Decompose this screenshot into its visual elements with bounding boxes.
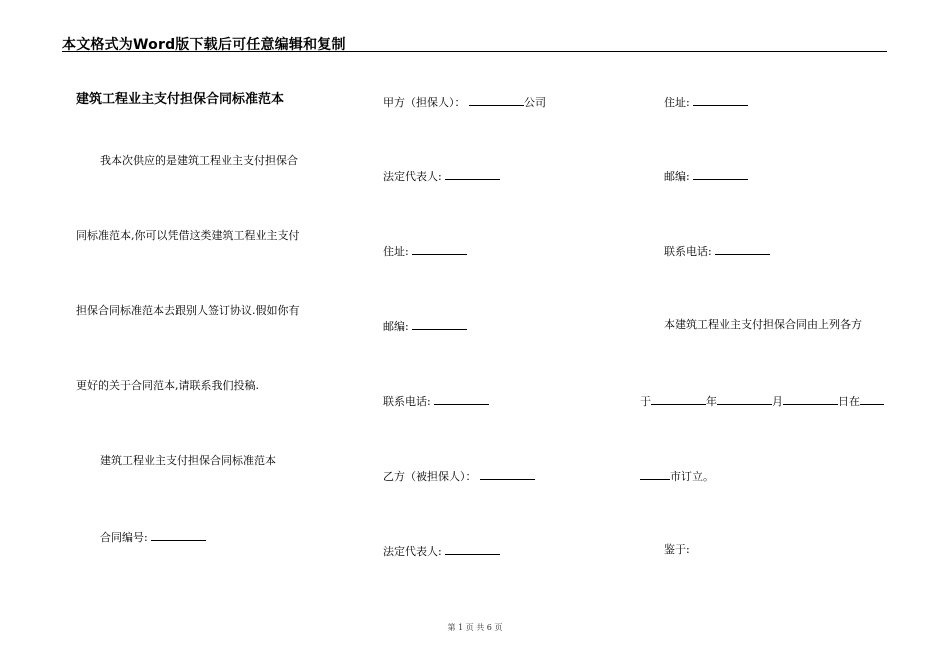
intro-line-2: 同标准范本,你可以凭借这类建筑工程业主支付 (76, 229, 300, 242)
address-blank-right (693, 94, 748, 106)
phone-blank-right (715, 243, 770, 255)
address-row-right (664, 94, 748, 110)
postcode-label-right: 邮编: (664, 170, 690, 183)
city-row (640, 468, 714, 484)
contract-number-row (100, 529, 206, 545)
year-label: 年 (706, 395, 717, 408)
intro-line-4: 更好的关于合同范本,请联系我们投稿. (76, 379, 259, 392)
phone-row (383, 393, 489, 409)
subtitle: 建筑工程业主支付担保合同标准范本 (100, 454, 276, 467)
city-signed-label: 市订立。 (670, 470, 714, 483)
intro-line-3: 担保合同标准范本去跟别人签订协议.假如你有 (76, 304, 300, 317)
party-a-row (383, 94, 546, 110)
city-blank (640, 468, 670, 480)
postcode-blank (412, 318, 467, 330)
phone-label: 联系电话: (383, 395, 431, 408)
phone-label-right: 联系电话: (664, 245, 712, 258)
party-a-label: 甲方（担保人）： (383, 96, 466, 109)
header-rule (62, 51, 887, 52)
postcode-row-right (664, 168, 748, 184)
party-a-suffix: 公司 (524, 96, 546, 109)
address-row (383, 243, 467, 259)
document-title: 建筑工程业主支付担保合同标准范本 (76, 92, 285, 107)
legal-rep-label-2: 法定代表人: (383, 545, 442, 558)
address-label-right: 住址: (664, 96, 690, 109)
address-label: 住址: (383, 245, 409, 258)
party-a-blank (469, 94, 524, 106)
legal-rep-label: 法定代表人: (383, 170, 442, 183)
phone-blank (434, 393, 489, 405)
intro-line-1: 我本次供应的是建筑工程业主支付担保合 (100, 154, 298, 167)
legal-rep-blank (445, 168, 500, 180)
postcode-blank-right (693, 168, 748, 180)
document-header: 本文格式为Word版下载后可任意编辑和复制 (62, 37, 346, 53)
month-blank (717, 393, 772, 405)
postcode-label: 邮编: (383, 320, 409, 333)
year-blank (651, 393, 706, 405)
whereas-label: 鉴于: (664, 543, 690, 556)
party-b-row (383, 468, 535, 484)
agreement-text: 本建筑工程业主支付担保合同由上列各方 (664, 318, 862, 331)
postcode-row (383, 318, 467, 334)
party-b-blank (480, 468, 535, 480)
page-footer: 第 1 页 共 6 页 (447, 623, 503, 632)
legal-rep-row (383, 168, 500, 184)
legal-rep-blank-2 (445, 543, 500, 555)
day-blank (783, 393, 838, 405)
place-blank (860, 393, 884, 405)
address-blank (412, 243, 467, 255)
phone-row-right (664, 243, 770, 259)
contract-number-label: 合同编号: (100, 531, 148, 544)
legal-rep-row-2 (383, 543, 500, 559)
month-label: 月 (772, 395, 783, 408)
day-at-label: 日在 (838, 395, 860, 408)
contract-number-blank (151, 529, 206, 541)
date-prefix: 于 (640, 395, 651, 408)
date-place-row (640, 393, 884, 409)
party-b-label: 乙方（被担保人）： (383, 470, 477, 483)
